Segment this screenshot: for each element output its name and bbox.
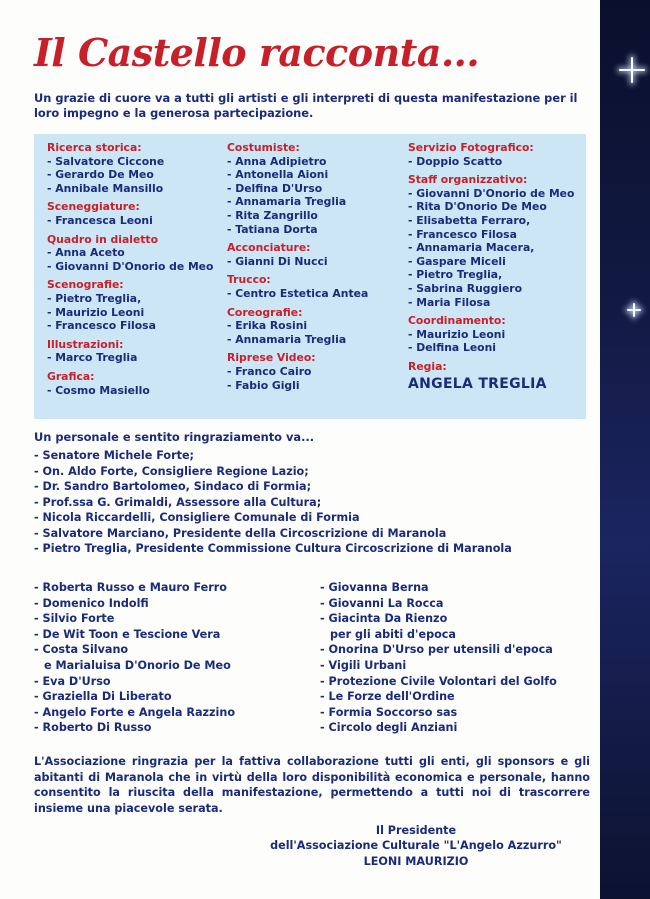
credit-person: - Elisabetta Ferraro, <box>408 213 531 227</box>
sponsor-item: - Roberto Di Russo <box>34 721 152 735</box>
credit-person: - Anna Adipietro <box>227 154 327 168</box>
credit-person: - Delfina Leoni <box>408 341 496 355</box>
signature-name: LEONI MAURIZIO <box>363 854 469 868</box>
sponsor-item: - Giovanna Berna <box>320 581 429 594</box>
sponsor-item: - Vigili Urbani <box>320 658 407 672</box>
credit-person: - Centro Estetica Antea <box>227 286 369 300</box>
credit-person: - Sabrina Ruggiero <box>408 281 523 295</box>
credit-person: - Francesca Leoni <box>47 213 153 227</box>
credit-group <box>47 141 213 195</box>
credit-person: - Francesco Filosa <box>408 227 517 241</box>
intro-text: Un grazie di cuore va a tutti gli artisti e gli interpreti di questa manifestazione per il loro impegno e la generosa partecipazione. <box>34 91 578 120</box>
credit-person: - Cosmo Masiello <box>47 383 150 397</box>
credit-person: - Maurizio Leoni <box>47 305 145 319</box>
credit-person: - Marco Treglia <box>47 351 138 365</box>
credit-role: Grafica: <box>47 369 95 383</box>
credit-person: - Fabio Gigli <box>227 378 300 392</box>
sponsor-item: - Domenico Indolfi <box>34 596 149 610</box>
credit-person: - Franco Cairo <box>227 364 312 378</box>
credit-person: - Doppio Scatto <box>408 154 503 168</box>
thanks-item: - Prof.ssa G. Grimaldi, Assessore alla Cultura; <box>34 495 322 509</box>
sponsor-item: - Formia Soccorso sas <box>320 705 458 719</box>
page-title: Il Castello racconta... <box>34 30 480 75</box>
sponsor-item: per gli abiti d'epoca <box>330 627 456 641</box>
credit-role: Acconciature: <box>227 241 311 255</box>
credit-group <box>47 233 213 274</box>
credit-person: - Annibale Mansillo <box>47 181 164 195</box>
credit-person: - Delfina D'Urso <box>227 181 323 195</box>
credit-person: - Antonella Aioni <box>227 168 329 182</box>
credit-person: - Salvatore Ciccone <box>47 154 165 168</box>
credit-person: - Francesco Filosa <box>47 319 156 333</box>
credit-person: - Tatiana Dorta <box>227 222 318 236</box>
star-icon <box>617 55 647 85</box>
thanks-item: - Salvatore Marciano, Presidente della Circoscrizione di Maranola <box>34 526 447 540</box>
night-sky-strip <box>600 0 650 899</box>
sponsor-item: - Angelo Forte e Angela Razzino <box>34 705 236 719</box>
credit-group <box>408 173 574 309</box>
credit-role: Illustrazioni: <box>47 337 124 351</box>
sponsor-item: - Onorina D'Urso per utensili d'epoca <box>320 643 553 657</box>
star-icon <box>626 302 642 318</box>
signature-title: Il Presidente <box>375 824 457 837</box>
sponsor-item: - Le Forze dell'Ordine <box>320 690 455 704</box>
thanks-item: - Dr. Sandro Bartolomeo, Sindaco di Formia; <box>34 480 312 493</box>
credit-person: - Gaspare Miceli <box>408 254 506 268</box>
credits-column-3 <box>408 141 574 397</box>
sponsor-item: - Costa Silvano <box>34 643 129 657</box>
credit-person: - Gerardo De Meo <box>47 168 154 182</box>
credit-group <box>47 338 213 365</box>
credit-group <box>408 141 574 168</box>
thanks-item: - On. Aldo Forte, Consigliere Regione Lazio; <box>34 464 309 478</box>
credit-role: Sceneggiature: <box>47 200 140 214</box>
credit-role: Riprese Video: <box>227 351 316 365</box>
thanks-item: - Nicola Riccardelli, Consigliere Comunale di Formia <box>34 511 360 524</box>
credit-role: Ricerca storica: <box>47 141 142 154</box>
thanks-item: - Senatore Michele Forte; <box>34 449 195 462</box>
thanks-title: Un personale e sentito ringraziamento va... <box>34 430 315 444</box>
credit-role: Costumiste: <box>227 141 300 154</box>
credit-role: Servizio Fotografico: <box>408 141 534 154</box>
credit-group <box>227 351 368 392</box>
credit-role: Coordinamento: <box>408 314 506 328</box>
credit-group <box>227 273 368 300</box>
credits-column-2 <box>227 141 368 397</box>
credit-role: Coreografie: <box>227 305 303 319</box>
credits-column-1 <box>47 141 213 402</box>
signature-association: dell'Associazione Culturale "L'Angelo Azzurro" <box>270 839 562 853</box>
credit-role: Staff organizzativo: <box>408 173 528 187</box>
thanks-list <box>34 448 590 557</box>
credit-person: - Maurizio Leoni <box>408 327 506 341</box>
credit-person: - Pietro Treglia, <box>47 291 142 305</box>
thanks-item: - Pietro Treglia, Presidente Commissione Cultura Circoscrizione di Maranola <box>34 542 512 555</box>
credits-box <box>34 134 586 419</box>
director-role: Regia: <box>408 359 447 373</box>
credit-person: - Anna Aceto <box>47 246 125 260</box>
credit-person: - Pietro Treglia, <box>408 268 503 282</box>
credit-person: - Annamaria Macera, <box>408 241 535 255</box>
credit-person: - Giovanni D'Onorio de Meo <box>47 259 214 273</box>
sponsor-item: - Graziella Di Liberato <box>34 690 172 704</box>
credit-role: Trucco: <box>227 273 271 287</box>
sponsor-item: - De Wit Toon e Tescione Vera <box>34 627 221 641</box>
sponsor-item: - Protezione Civile Volontari del Golfo <box>320 674 557 688</box>
director-group <box>408 360 574 392</box>
credit-role: Quadro in dialetto <box>47 232 159 246</box>
sponsors-right-list <box>320 580 557 736</box>
sponsor-item: - Silvio Forte <box>34 612 115 626</box>
credit-group <box>47 200 213 227</box>
credit-person: - Rita Zangrillo <box>227 208 318 222</box>
director-name: ANGELA TREGLIA <box>408 375 547 392</box>
credit-role: Scenografie: <box>47 278 124 292</box>
credit-group <box>47 370 213 397</box>
credit-group <box>227 141 368 236</box>
credit-group <box>408 314 574 355</box>
closing-paragraph: L'Associazione ringrazia per la fattiva collaborazione tutti gli enti, gli sponsors e gli abitanti di Maranola che in virtù della loro disponibilità economica e personale, hanno consentito la riuscita della manifestazione, permettendo a tutti noi di trascorrere insieme una piacevole serata. <box>34 755 590 815</box>
credit-person: - Gianni Di Nucci <box>227 254 328 268</box>
credit-person: - Annamaria Treglia <box>227 195 347 209</box>
credit-person: - Rita D'Onorio De Meo <box>408 200 547 214</box>
credit-person: - Giovanni D'Onorio de Meo <box>408 186 575 200</box>
sponsor-item: - Giovanni La Rocca <box>320 596 444 610</box>
credit-group <box>227 306 368 347</box>
sponsor-item: - Giacinta Da Rienzo <box>320 612 448 626</box>
signature-block <box>250 823 582 869</box>
sponsor-item: e Marialuisa D'Onorio De Meo <box>44 658 231 672</box>
sponsor-item: - Roberta Russo e Mauro Ferro <box>34 581 227 594</box>
credit-person: - Annamaria Treglia <box>227 332 347 346</box>
credit-group <box>47 278 213 332</box>
credit-person: - Maria Filosa <box>408 295 491 309</box>
credit-person: - Erika Rosini <box>227 319 308 333</box>
sponsor-item: - Circolo degli Anziani <box>320 721 458 735</box>
sponsor-item: - Eva D'Urso <box>34 674 111 688</box>
credit-group <box>227 241 368 268</box>
sponsors-left-list <box>34 580 235 736</box>
